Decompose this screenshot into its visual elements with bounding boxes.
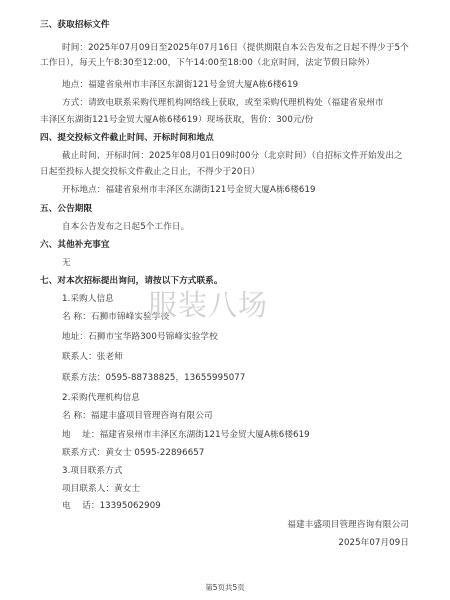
project-contact: 项目联系人：黄女士	[62, 484, 141, 494]
agency-title: 2.采购代理机构信息	[62, 393, 140, 403]
signature-company: 福建丰盛项目管理咨询有限公司	[287, 520, 409, 530]
purchaser-contact: 联系人：张老师	[62, 352, 123, 362]
agency-address: 地 址：福建省泉州市丰泽区东湖街121号金贸大厦A栋6楼619	[62, 430, 310, 440]
project-title: 3.项目联系方式	[62, 466, 123, 476]
section-3-place: 地点：福建省泉州市丰泽区东湖街121号金贸大厦A栋6楼619	[62, 80, 299, 90]
purchaser-address: 地址：石狮市宝华路300号锦峰实验学校	[62, 332, 218, 342]
agency-name: 名 称：福建丰盛项目管理咨询有限公司	[62, 411, 213, 421]
watermark: 服装八场	[148, 288, 269, 322]
purchaser-title: 1.采购人信息	[62, 294, 114, 304]
section-4-heading: 四、提交投标文件截止时间、开标时间和地点	[40, 133, 214, 143]
section-3-method-line-1: 方式：请致电联系采购代理机构网络线上获取，或至采购代理机构处（福建省泉州市	[62, 98, 384, 108]
signature-date: 2025年07月09日	[338, 538, 409, 548]
purchaser-phone: 联系方法：0595-88738825，13655995077	[62, 373, 246, 383]
section-4-place: 开标地点：福建省泉州市丰泽区东湖街121号金贸大厦A栋6楼619	[62, 185, 316, 195]
section-6-text: 无	[62, 258, 71, 268]
section-4-deadline-line-1: 截止时间、开标时间：2025年08月01日09时00分（北京时间）（自招标文件开始发出之	[62, 151, 403, 161]
section-5-heading: 五、公告期限	[40, 204, 93, 214]
section-3-method-line-2: 丰泽区东湖街121号金贸大厦A栋6楼619）现场获取，售价：300元/份	[40, 115, 314, 125]
section-4-deadline-line-2: 日起至投标人提交投标文件截止之日止，不得少于20日）	[40, 167, 260, 177]
section-7-heading: 七、对本次招标提出询问，请按以下方式联系。	[40, 276, 223, 286]
section-3-heading: 三、获取招标文件	[40, 20, 110, 30]
project-phone: 电 话：13395062909	[62, 501, 161, 511]
section-3-time-line-2: 工作日），每天上午8:30至12:00，下午14:00至18:00（北京时间，法定节假日除外）	[40, 58, 375, 68]
page-number: 第5页共5页	[205, 583, 245, 592]
section-5-text: 自本公告发布之日起5个工作日。	[62, 222, 190, 232]
purchaser-name: 名 称：石狮市锦峰实验学校	[62, 312, 170, 322]
section-6-heading: 六、其他补充事宜	[40, 240, 110, 250]
agency-phone: 联系方式：黄女士 0595-22896657	[62, 448, 205, 458]
section-3-time-line-1: 时间：2025年07月09日至2025年07月16日（提供期限自本公告发布之日起不得少于5个	[62, 43, 409, 53]
